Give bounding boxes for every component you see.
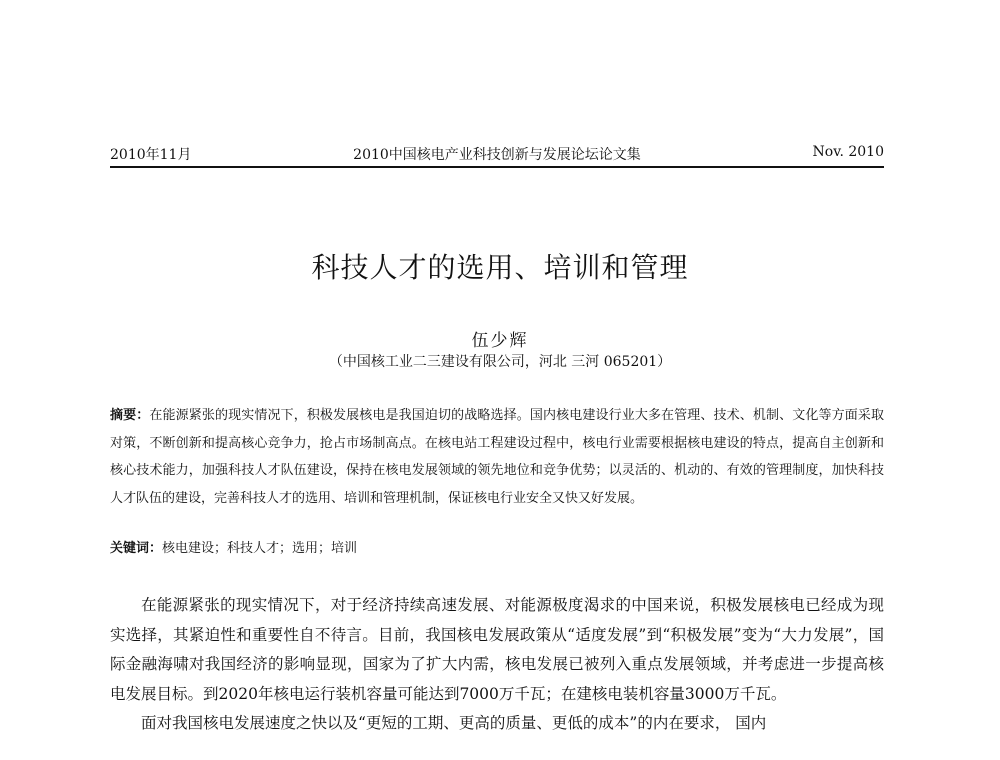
header-divider	[110, 166, 884, 168]
author-name: 伍少辉	[471, 331, 529, 351]
abstract-label: 摘要：	[110, 408, 150, 423]
header-date-cn: 2010年11月	[110, 147, 192, 163]
article-title: 科技人才的选用、培训和管理	[311, 251, 689, 284]
body-text	[110, 591, 884, 739]
body-paragraph: 在能源紧张的现实情况下，对于经济持续高速发展、对能源极度渴求的中国来说，积极发展核电已经成为现实选择，其紧迫性和重要性自不待言。目前，我国核电发展政策从“适度发展”到“积极发展”变为“大力发展”，国际金融海啸对我国经济的影响显现，国家为了扩大内需，核电发展已被列入重点发展领域，并考虑进一步提高核电发展目标。到2020年核电运行装机容量可能达到7000万千瓦；在建核电装机容量3000万千瓦。	[110, 596, 884, 703]
keywords	[110, 539, 884, 559]
abstract-text: 在能源紧张的现实情况下，积极发展核电是我国迫切的战略选择。国内核电建设行业大多在管理、技术、机制、文化等方面采取对策，不断创新和提高核心竞争力，抢占市场制高点。在核电站工程建设过程中，核电行业需要根据核电建设的特点，提高自主创新和核心技术能力，加强科技人才队伍建设，保持在核电发展领域的领先地位和竞争优势；以灵活的、机动的、有效的管理制度，加快科技人才队伍的建设，完善科技人才的选用、培训和管理机制，保证核电行业安全又快又好发展。	[110, 408, 884, 506]
keywords-text: 核电建设；科技人才；选用；培训	[162, 541, 358, 556]
header-journal-title: 2010中国核电产业科技创新与发展论坛论文集	[353, 147, 641, 163]
keywords-label: 关键词：	[110, 541, 163, 556]
body-paragraph: 面对我国核电发展速度之快以及“更短的工期、更高的质量、更低的成本”的内在要求， 国内	[141, 714, 767, 732]
header-date-en: Nov. 2010	[812, 144, 884, 160]
running-header	[110, 144, 884, 164]
author-affiliation: （中国核工业二三建设有限公司，河北 三河 065201）	[328, 354, 672, 370]
abstract	[110, 402, 884, 512]
